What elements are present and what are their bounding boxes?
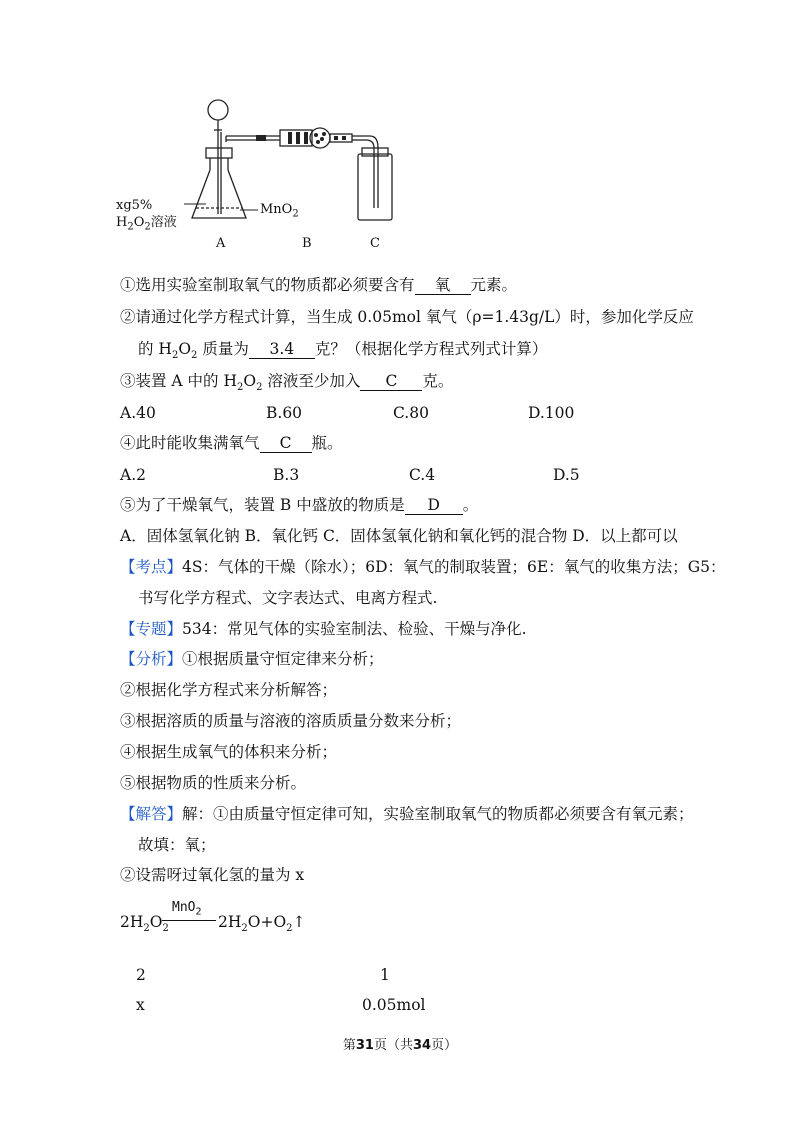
q4-option-b: B.3	[273, 466, 300, 484]
equation-lhs: $2H_2O_2$	[120, 913, 169, 935]
equation-row2-left: x	[136, 996, 145, 1014]
fenxi-tag: 【分析】	[120, 650, 183, 668]
fenxi-line-3: ③根据溶质的质量与溶液的溶质质量分数来分析；	[120, 712, 462, 730]
kaodian-line-1	[120, 556, 725, 578]
q2-suffix: 克？（根据化学方程式列式计算）	[314, 340, 548, 358]
q3-option-b: B.60	[266, 404, 303, 422]
footer-post: 页）	[431, 1038, 458, 1053]
question-1	[120, 274, 517, 296]
figure-label-c: C	[370, 236, 380, 251]
eq-lhs-a: 2H	[120, 913, 144, 931]
zhuanti	[120, 618, 527, 640]
figure-label-solution: $H_2O_2$溶液	[116, 215, 177, 233]
kaodian-tag: 【考点】	[120, 558, 183, 576]
q5-suffix: 。	[462, 496, 479, 514]
jieda-text-1: 解：①由质量守恒定律可知，实验室制取氧气的物质都必须要含有氧元素；	[182, 805, 694, 823]
apparatus-diagram	[110, 92, 410, 262]
jieda-line-3: ②设需呀过氧化氢的量为 x	[120, 866, 305, 884]
jieda-line-2: 故填：氧；	[138, 836, 216, 854]
q3-option-a: A.40	[120, 404, 156, 422]
fenxi-line-4: ④根据生成氧气的体积来分析；	[120, 743, 338, 761]
q2-mid2: 质量为	[197, 340, 249, 358]
footer-pre: 第	[342, 1038, 356, 1053]
question-3-answer: C	[360, 372, 422, 391]
question-2-answer: 3.4	[249, 340, 315, 359]
equation-reaction-bar	[162, 920, 216, 921]
q3-prefix: ③装置 A 中的 H	[120, 372, 237, 390]
question-1-suffix: 元素。	[470, 276, 518, 294]
jieda-line-1	[120, 803, 694, 825]
zhuanti-text: 534：常见气体的实验室制法、检验、干燥与净化.	[182, 620, 527, 638]
figure-label-b: B	[302, 236, 312, 251]
equation-row2-right: 0.05mol	[362, 996, 426, 1014]
figure-label-mno2: MnO$_2$	[260, 202, 299, 220]
equation-row1-left: 2	[136, 966, 146, 984]
q4-option-d: D.5	[553, 466, 580, 484]
jieda-tag: 【解答】	[120, 805, 183, 823]
q4-suffix: 瓶。	[311, 434, 343, 452]
eq-arrow: ↑	[292, 913, 306, 931]
kaodian-text: 4S：气体的干燥（除水）；6D：氧气的制取装置；6E：氧气的收集方法；G5：	[182, 558, 726, 576]
apparatus-figure	[110, 92, 410, 262]
eq-rhs-b: O+O	[247, 913, 287, 931]
kaodian-line-2: 书写化学方程式、文字表达式、电离方程式.	[138, 589, 438, 607]
equation-rhs: $2H_2O+O_2↑$	[218, 913, 306, 935]
question-1-text: ①选用实验室制取氧气的物质都必须要含有	[120, 276, 415, 294]
eq-catalyst-text: MnO	[172, 900, 196, 915]
question-5-options: A．固体氢氧化钠 B．氧化钙 C．固体氢氧化钠和氧化钙的混合物 D．以上都可以	[120, 527, 678, 545]
q3-mid: O	[243, 372, 257, 390]
question-1-answer: 氧	[415, 276, 471, 295]
question-4-answer: C	[260, 434, 312, 453]
footer-total-pages: 34	[413, 1038, 432, 1053]
figure-label-xg: xg5%	[116, 198, 153, 213]
eq-rhs-a: 2H	[218, 913, 242, 931]
question-5-answer: D	[405, 496, 463, 515]
question-2-line-2: 的 $H_2O_2$ 质量为 3.4 克？（根据化学方程式列式计算）	[138, 340, 548, 362]
zhuanti-tag: 【专题】	[120, 620, 183, 638]
q3-mid2: 溶液至少加入	[262, 372, 361, 390]
fenxi-text-1: ①根据质量守恒定律来分析；	[182, 650, 384, 668]
q4-option-c: C.4	[409, 466, 436, 484]
figure-label-a: A	[216, 236, 226, 251]
page-footer	[0, 1034, 800, 1053]
q3-suffix: 克。	[422, 372, 454, 390]
q5-prefix: ⑤为了干燥氧气，装置 B 中盛放的物质是	[120, 496, 405, 514]
equation-catalyst: MnO$_2$	[172, 900, 202, 918]
fenxi-line-5: ⑤根据物质的性质来分析。	[120, 774, 307, 792]
q2-prefix: 的 H	[138, 340, 172, 358]
footer-page-number: 31	[355, 1038, 374, 1053]
question-4	[120, 432, 343, 454]
q4-prefix: ④此时能收集满氧气	[120, 434, 260, 452]
q4-option-a: A.2	[120, 466, 146, 484]
eq-lhs-b: O	[149, 913, 163, 931]
question-3: ③装置 A 中的 $H_2O_2$ 溶液至少加入 C 克。	[120, 372, 454, 394]
q3-option-d: D.100	[528, 404, 575, 422]
q2-mid: O	[178, 340, 192, 358]
fenxi-line-2: ②根据化学方程式来分析解答；	[120, 681, 338, 699]
equation-row1-right: 1	[380, 966, 390, 984]
fenxi-line-1	[120, 648, 384, 670]
q3-option-c: C.80	[393, 404, 429, 422]
footer-mid: 页（共	[373, 1038, 413, 1053]
question-2-line-1: ②请通过化学方程式计算，当生成 0.05mol 氧气（ρ=1.43g/L）时，参加化学反应	[120, 308, 694, 326]
question-5	[120, 494, 478, 516]
